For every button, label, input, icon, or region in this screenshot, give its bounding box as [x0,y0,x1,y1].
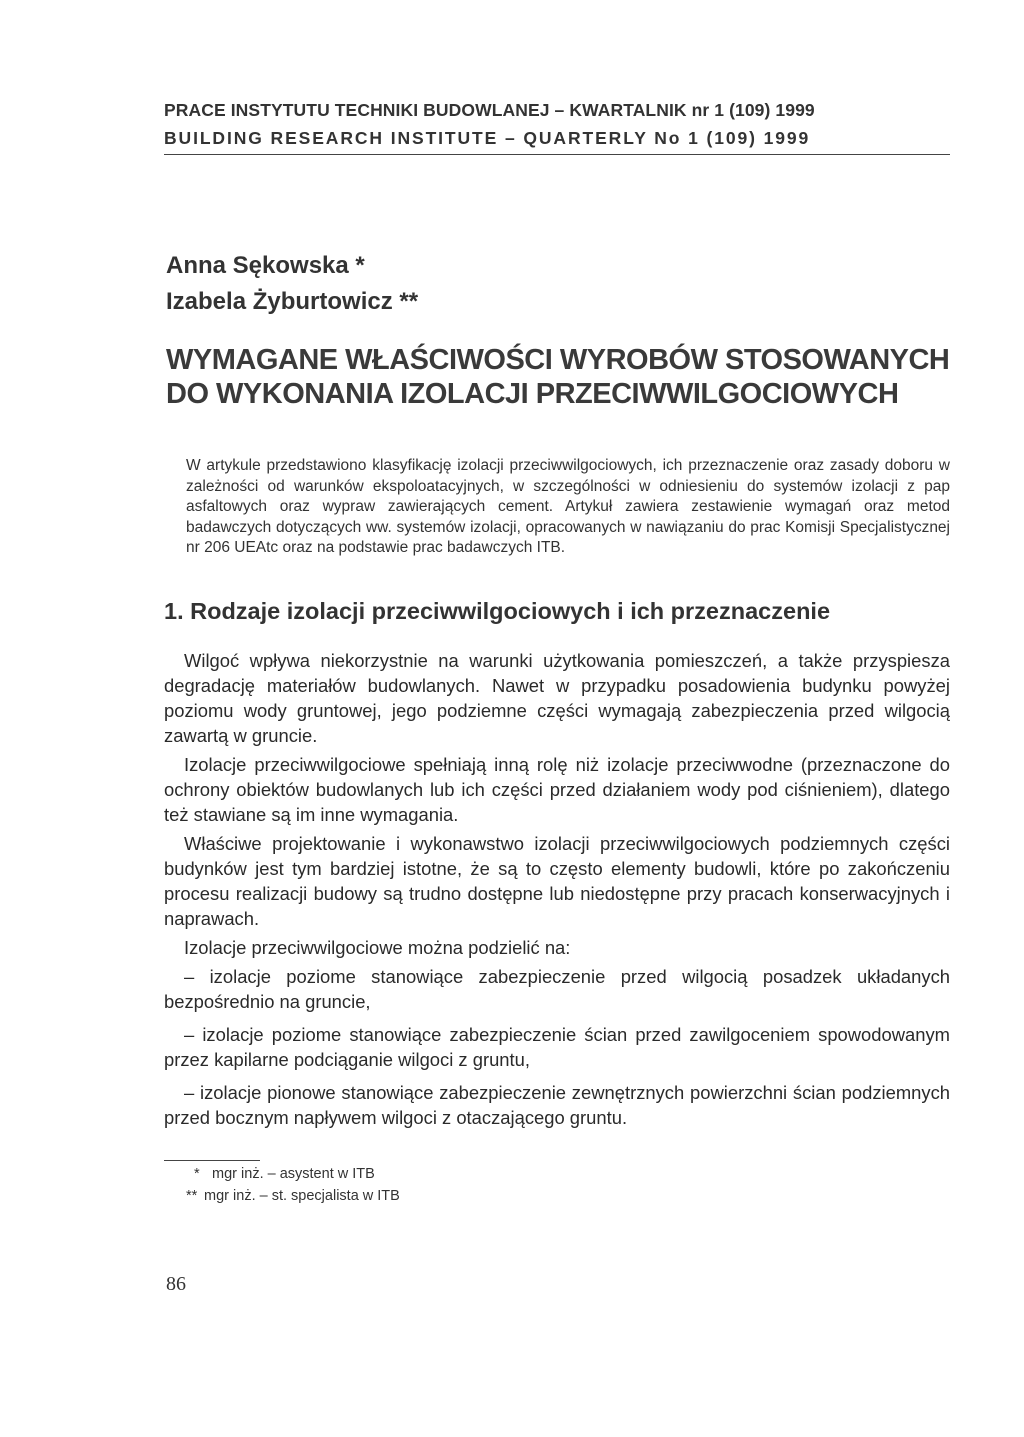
footnote-text: mgr inż. – st. specjalista w ITB [204,1188,400,1204]
paragraph: Izolacje przeciwwilgociowe można podzielić na: [184,937,571,958]
journal-header-pl: PRACE INSTYTUTU TECHNIKI BUDOWLANEJ – KWARTALNIK nr 1 (109) 1999 [164,100,815,120]
footnote-text: mgr inż. – asystent w ITB [212,1166,375,1182]
body-text [164,648,950,1138]
footnote-2 [186,1188,400,1204]
footnote-1 [194,1166,375,1182]
list-item: – izolacje pionowe stanowiące zabezpieczenie zewnętrznych powierzchni ścian podziemnych przed bocznym napływem wilgoci z otaczającego gruntu. [164,1082,950,1128]
journal-header-en: BUILDING RESEARCH INSTITUTE – QUARTERLY No 1 (109) 1999 [164,128,811,148]
abstract: W artykule przedstawiono klasyfikację izolacji przeciwwilgociowych, ich przeznaczenie oraz zasady doboru w zależności od warunków ekspoloatacyjnych, w szczególności w odniesieniu do systemów izolacji z pap asfaltowych oraz wypraw zawierających cement. Artykuł zawiera zestawienie wymagań oraz metod badawczych dotyczących ww. systemów izolacji, opracowanych w nawiązaniu do prac Komisji Specjalistycznej nr 206 UEAtc oraz na podstawie prac badawczych ITB. [186,457,950,556]
article-title-line-2: DO WYKONANIA IZOLACJI PRZECIWWILGOCIOWYCH [166,378,899,410]
author-2: Izabela Żyburtowicz ** [166,288,419,315]
list-item: – izolacje poziome stanowiące zabezpieczenie przed wilgocią posadzek układanych bezpośrednio na gruncie, [164,966,950,1012]
footnote-mark: ** [186,1188,198,1204]
article-title-line-1: WYMAGANE WŁAŚCIWOŚCI WYROBÓW STOSOWANYCH [166,344,950,376]
paragraph: Wilgoć wpływa niekorzystnie na warunki użytkowania pomieszczeń, a także przyspiesza degradację materiałów budowlanych. Nawet w przypadku posadowienia budynku powyżej poziomu wody gruntowej, jego podziemne części wymagają zabezpieczenia przed wilgocią zawartą w gruncie. [164,650,950,746]
author-1: Anna Sękowska * [166,252,365,279]
paragraph: Izolacje przeciwwilgociowe spełniają inną rolę niż izolacje przeciwwodne (przeznaczone do ochrony obiektów budowlanych lub ich części przed działaniem wody pod ciśnieniem), dlatego też stawiane są im inne wymagania. [164,754,950,825]
footnote-mark: * [194,1166,200,1182]
footnote-rule [164,1160,260,1161]
section-heading: 1. Rodzaje izolacji przeciwwilgociowych i ich przeznaczenie [164,598,831,624]
paragraph: Właściwe projektowanie i wykonawstwo izolacji przeciwwilgociowych podziemnych części budynków jest tym bardziej istotne, że są to często elementy budowli, które po zakończeniu procesu realizacji budowy są trudno dostępne lub niedostępne przy pracach konserwacyjnych i naprawach. [164,833,950,929]
list-item: – izolacje poziome stanowiące zabezpieczenie ścian przed zawilgoceniem spowodowanym przez kapilarne podciąganie wilgoci z gruntu, [164,1024,950,1070]
header-rule [164,154,950,155]
page-number: 86 [166,1273,186,1295]
